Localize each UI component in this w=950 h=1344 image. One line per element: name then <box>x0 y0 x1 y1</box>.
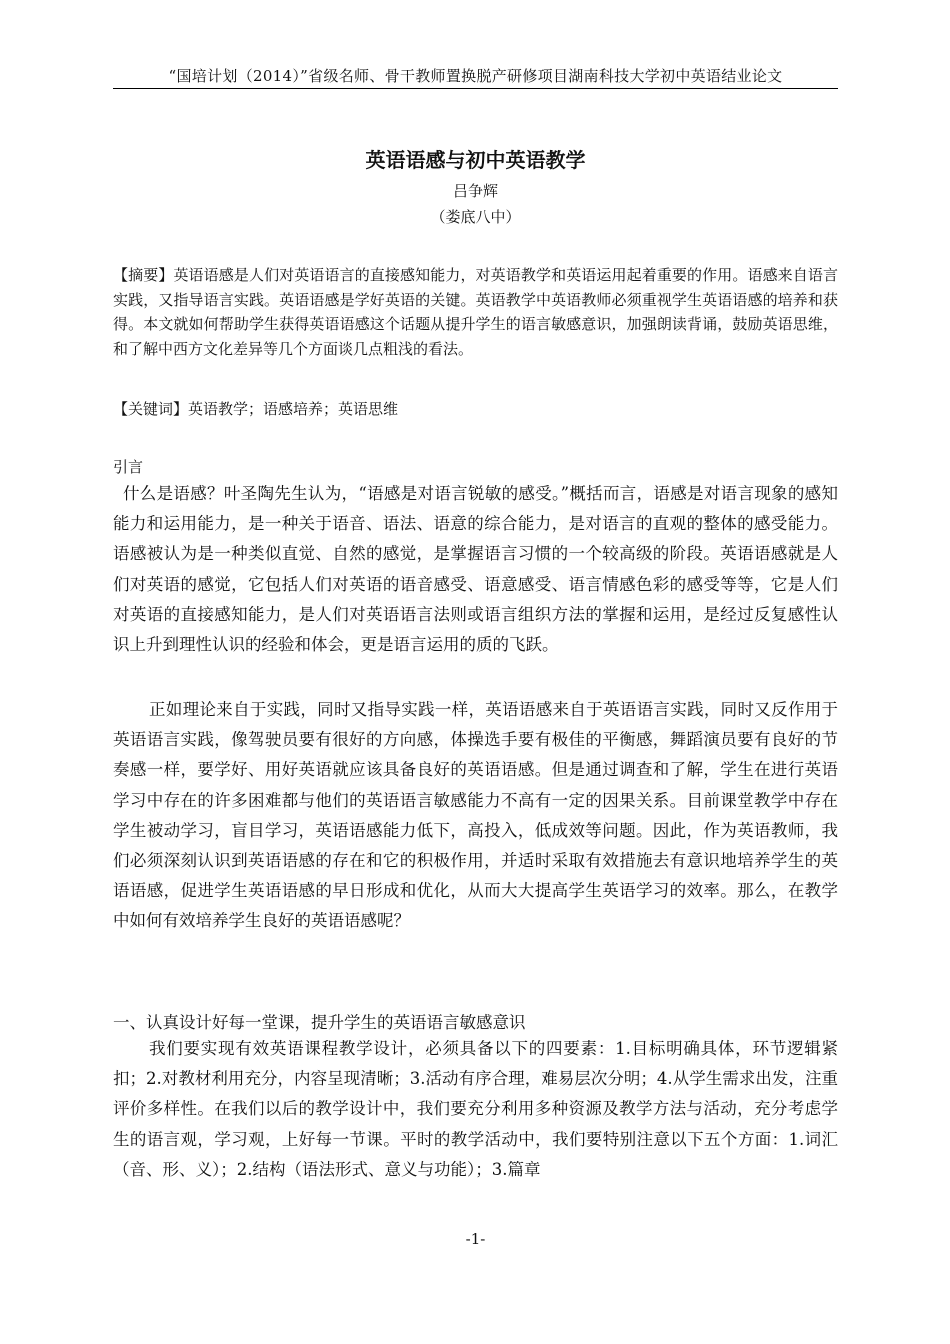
intro-paragraph-1: 什么是语感？叶圣陶先生认为，“语感是对语言锐敏的感受。”概括而言，语感是对语言现象的感知能力和运用能力，是一种关于语音、语法、语意的综合能力，是对语言的直观的整体的感受能力。语感被认为是一种类似直觉、自然的感觉，是掌握语言习惯的一个较高级的阶段。英语语感就是人们对英语的感觉，它包括人们对英语的语音感受、语意感受、语言情感色彩的感受等等，它是人们对英语的直接感知能力，是人们对英语语言法则或语言组织方法的掌握和运用，是经过反复感性认识上升到理性认识的经验和体会，更是语言运用的质的飞跃。 <box>113 484 838 655</box>
header-rule <box>113 88 838 89</box>
keywords <box>113 397 838 421</box>
page-number: -1- <box>465 1230 486 1248</box>
keywords-label: 【关键词】 <box>113 400 189 418</box>
section-1-paragraph: 我们要实现有效英语课程教学设计，必须具备以下的四要素：1.目标明确具体，环节逻辑紧扣；2.对教材利用充分，内容呈现清晰；3.活动有序合理，难易层次分明；4.从学生需求出发，注重评价多样性。在我们以后的教学设计中，我们要充分利用多种资源及教学方法与活动，充分考虑学生的语言观，学习观，上好每一节课。平时的教学活动中，我们要特别注意以下五个方面：1.词汇（音、形、义）；2.结构（语法形式、意义与功能）；3.篇章 <box>113 1039 838 1179</box>
abstract-text: 英语语感是人们对英语语言的直接感知能力，对英语教学和英语运用起着重要的作用。语感来自语言实践，又指导语言实践。英语语感是学好英语的关键。英语教学中英语教师必须重视学生英语语感的培养和获得。本文就如何帮助学生获得英语语感这个话题从提升学生的语言敏感意识，加强朗读背诵，鼓励英语思维，和了解中西方文化差异等几个方面谈几点粗浅的看法。 <box>113 266 838 358</box>
author-affiliation: （娄底八中） <box>430 208 521 226</box>
intro-heading: 引言 <box>113 458 144 476</box>
keywords-text: 英语教学；语感培养；英语思维 <box>188 400 399 418</box>
section-1-heading: 一、认真设计好每一堂课，提升学生的英语语言敏感意识 <box>113 1013 526 1032</box>
document-title: 英语语感与初中英语教学 <box>365 148 586 172</box>
author-name: 吕争辉 <box>452 182 498 200</box>
running-header: “国培计划（2014）”省级名师、骨干教师置换脱产研修项目湖南科技大学初中英语结业论文 <box>168 67 783 85</box>
abstract-label: 【摘要】 <box>113 266 174 284</box>
abstract <box>113 263 838 361</box>
intro-paragraph-2: 正如理论来自于实践，同时又指导实践一样，英语语感来自于英语语言实践，同时又反作用于英语语言实践，像驾驶员要有很好的方向感，体操选手要有极佳的平衡感，舞蹈演员要有良好的节奏感一样，要学好、用好英语就应该具备良好的英语语感。但是通过调查和了解，学生在进行英语学习中存在的许多困难都与他们的英语语言敏感能力不高有一定的因果关系。目前课堂教学中存在学生被动学习，盲目学习，英语语感能力低下，高投入，低成效等问题。因此，作为英语教师，我们必须深刻认识到英语语感的存在和它的积极作用，并适时采取有效措施去有意识地培养学生的英语语感，促进学生英语语感的早日形成和优化，从而大大提高学生英语学习的效率。那么，在教学中如何有效培养学生良好的英语语感呢？ <box>113 700 838 931</box>
